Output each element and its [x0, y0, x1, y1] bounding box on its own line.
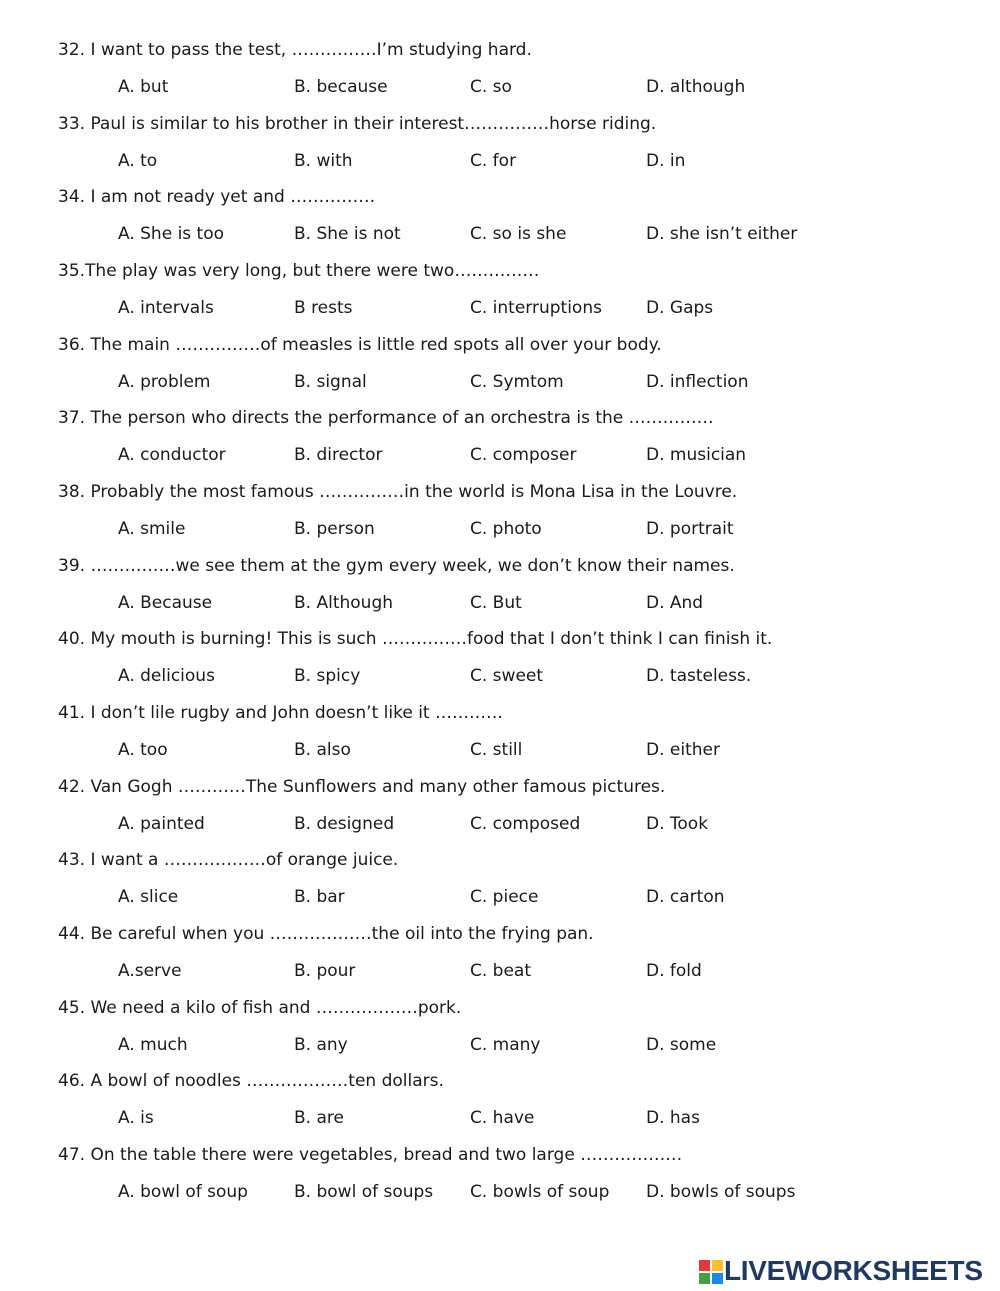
option-c: C. interruptions: [470, 298, 602, 318]
question-item: [0, 996, 1000, 1070]
option-c: C. beat: [470, 960, 532, 981]
question-item: [0, 775, 1000, 849]
option-a: A. delicious: [118, 666, 215, 687]
option-c: C. many: [470, 1034, 541, 1055]
question-item: [0, 701, 1000, 775]
option-d: D. inflection: [646, 371, 749, 392]
question-item: [0, 1069, 1000, 1143]
option-d: D. portrait: [646, 518, 734, 539]
option-d: D. some: [646, 1034, 717, 1055]
question-stem: 42. Van Gogh …………The Sunflowers and many other famous pictures.: [58, 776, 666, 797]
option-d: D. bowls of soups: [646, 1181, 796, 1202]
option-b: B. with: [294, 150, 353, 171]
option-d: D. either: [646, 739, 720, 760]
option-b: B. designed: [294, 813, 395, 834]
question-stem: 32. I want to pass the test, ……………I’m studying hard.: [58, 40, 532, 60]
question-item: [0, 554, 1000, 628]
option-a: A. too: [118, 739, 168, 760]
question-stem: 34. I am not ready yet and ……………: [58, 187, 376, 208]
option-c: C. have: [470, 1108, 535, 1129]
question-stem: 33. Paul is similar to his brother in their interest……………horse riding.: [58, 113, 657, 134]
question-item: [0, 259, 1000, 333]
question-stem: 40. My mouth is burning! This is such ……………food that I don’t think I can finish it.: [58, 629, 773, 650]
option-a: A.serve: [118, 960, 182, 981]
option-c: C. so: [470, 77, 512, 97]
brand-name: LIVEWORKSHEETS: [724, 1255, 983, 1286]
option-c: C. for: [470, 150, 517, 171]
option-c: C. But: [470, 592, 522, 613]
question-item: [0, 627, 1000, 701]
option-d: D. Took: [646, 813, 709, 834]
option-d: D. has: [646, 1108, 700, 1129]
option-b: B. bowl of soups: [294, 1181, 434, 1202]
option-b: B. also: [294, 739, 351, 760]
option-a: A. bowl of soup: [118, 1181, 248, 1202]
option-b: B. Although: [294, 592, 394, 613]
question-item: [0, 1143, 1000, 1217]
option-a: A. slice: [118, 887, 179, 908]
option-b: B. She is not: [294, 224, 401, 245]
option-d: D. musician: [646, 445, 747, 466]
option-a: A. much: [118, 1034, 188, 1055]
option-a: A. but: [118, 77, 169, 97]
option-d: D. tasteless.: [646, 666, 752, 687]
question-stem: 38. Probably the most famous ……………in the world is Mona Lisa in the Louvre.: [58, 481, 738, 502]
question-stem: 46. A bowl of noodles ………………ten dollars.: [58, 1071, 444, 1092]
question-stem: 39. ……………we see them at the gym every week, we don’t know their names.: [58, 555, 735, 576]
option-a: A. is: [118, 1108, 154, 1129]
option-b: B. pour: [294, 960, 356, 981]
question-item: [0, 38, 1000, 112]
option-a: A. painted: [118, 813, 205, 834]
question-stem: 47. On the table there were vegetables, bread and two large ………………: [58, 1144, 683, 1165]
option-b: B. signal: [294, 371, 367, 392]
option-d: D. fold: [646, 960, 702, 981]
question-stem: 36. The main ……………of measles is little red spots all over your body.: [58, 334, 662, 355]
option-c: C. composed: [470, 813, 581, 834]
option-c: C. photo: [470, 518, 542, 539]
option-b: B. any: [294, 1034, 348, 1055]
question-item: [0, 480, 1000, 554]
option-a: A. problem: [118, 371, 211, 392]
question-item: [0, 185, 1000, 259]
question-item: [0, 922, 1000, 996]
option-c: C. composer: [470, 445, 577, 466]
question-stem: 35.The play was very long, but there were two……………: [58, 261, 540, 281]
option-d: D. carton: [646, 887, 725, 908]
option-c: C. so is she: [470, 224, 567, 245]
option-d: D. in: [646, 150, 686, 171]
option-d: D. Gaps: [646, 298, 714, 318]
question-stem: 44. Be careful when you ………………the oil into the frying pan.: [58, 923, 594, 944]
option-d: D. although: [646, 77, 746, 97]
option-d: D. she isn’t either: [646, 224, 798, 245]
option-c: C. bowls of soup: [470, 1181, 610, 1202]
question-stem: 45. We need a kilo of fish and ………………pork.: [58, 997, 462, 1018]
option-c: C. Symtom: [470, 371, 564, 392]
question-item: [0, 406, 1000, 480]
option-b: B. person: [294, 518, 375, 539]
option-d: D. And: [646, 592, 704, 613]
question-stem: 41. I don’t lile rugby and John doesn’t like it …………: [58, 702, 503, 723]
option-b: B. are: [294, 1108, 344, 1129]
option-a: A. conductor: [118, 445, 226, 466]
option-b: B. bar: [294, 887, 345, 908]
option-a: A. She is too: [118, 224, 225, 245]
option-b: B. because: [294, 77, 388, 97]
option-c: C. still: [470, 739, 523, 760]
option-a: A. to: [118, 150, 158, 171]
option-a: A. smile: [118, 518, 186, 539]
question-stem: 37. The person who directs the performance of an orchestra is the ……………: [58, 408, 714, 429]
liveworksheets-logo-icon: [698, 1259, 724, 1285]
question-item: [0, 333, 1000, 407]
question-item: [0, 848, 1000, 922]
option-c: C. piece: [470, 887, 539, 908]
question-stem: 43. I want a ………………of orange juice.: [58, 850, 399, 871]
liveworksheets-brand: [698, 1255, 994, 1287]
option-a: A. Because: [118, 592, 213, 613]
option-b: B. spicy: [294, 666, 361, 687]
option-a: A. intervals: [118, 298, 214, 318]
question-item: [0, 112, 1000, 186]
option-c: C. sweet: [470, 666, 544, 687]
option-b: B rests: [294, 298, 353, 318]
option-b: B. director: [294, 445, 383, 466]
